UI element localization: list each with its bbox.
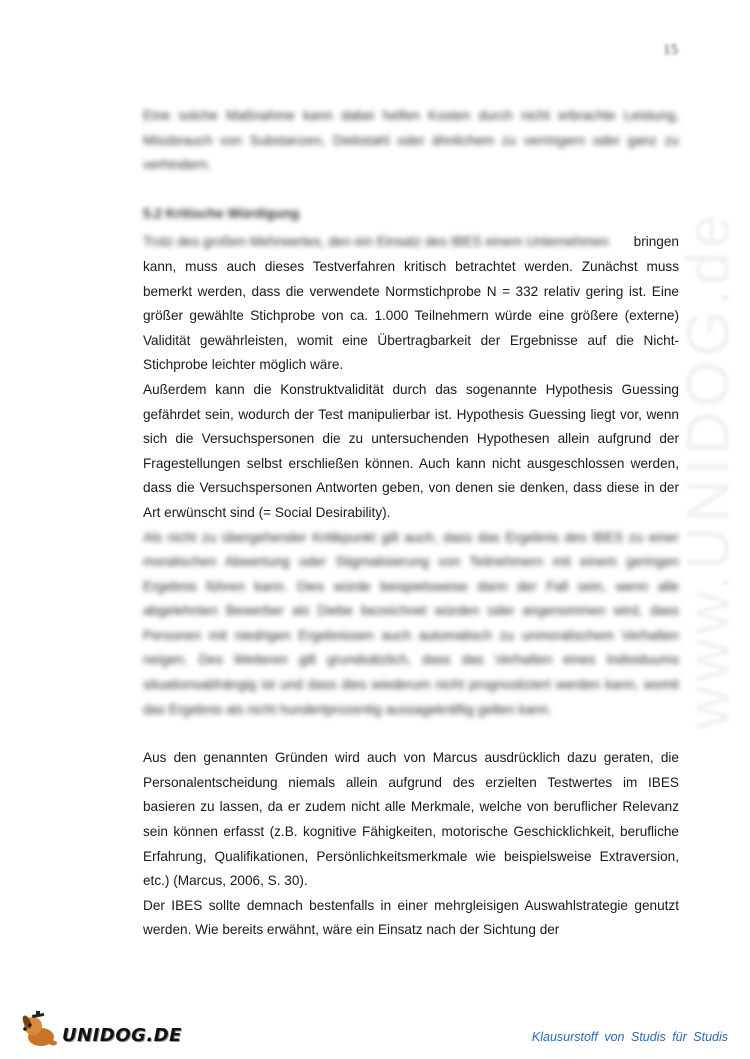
paragraph-critique-1 — [143, 230, 679, 378]
page-number: 15 — [663, 42, 678, 58]
paragraph-intro: Eine solche Maßnahme kann dabei helfen Kosten durch nicht erbrachte Leistung, Missbrauch von Substanzen, Diebstahl oder ähnlichem zu verringern oder ganz zu verhindern. — [143, 108, 679, 173]
section-heading: 5.2 Kritische Würdigung — [143, 205, 300, 221]
paragraph-critique-1-first-line: Trotz des großen Mehrwertes, den ein Einsatz des IBES einem Unternehmen — [143, 234, 609, 250]
footer-tagline: Klausurstoff von Studis für Studis — [531, 1030, 728, 1044]
paragraph-selection-strategy: Der IBES sollte demnach bestenfalls in einer mehrgleisigen Auswahlstrategie genutzt werden. Wie bereits erwähnt, wäre ein Einsatz nach der Sichtung der — [143, 897, 679, 938]
dog-mascot-icon — [20, 1010, 60, 1050]
paragraph-critique-1-text: bringen kann, muss auch dieses Testverfahren kritisch betrachtet werden. Zunächst muss bemerkt werden, dass die verwendete Normstichprobe N = 332 relativ gering ist. Eine größer gewählte Stichprobe von ca. 1.000 Teilnehmern würde eine größere (externe) Validität gewährleisten, womit eine Übertragbarkeit der Ergebnisse auf die Nicht-Stichprobe leichter möglich wäre. — [143, 234, 679, 373]
footer-logo[interactable] — [20, 1010, 182, 1050]
document-body — [143, 104, 679, 943]
logo-text: UNIDOG.DE — [62, 1024, 182, 1046]
paragraph-marcus: Aus den genannten Gründen wird auch von Marcus ausdrücklich dazu geraten, die Personalentscheidung niemals allein aufgrund des erzielten Testwertes im IBES basieren zu lassen, da er zudem nicht alle Merkmale, welche von beruflicher Relevanz sein können erfasst (z.B. kognitive Fähigkeiten, motorische Geschicklichkeit, berufliche Erfahrung, Qualifikationen, Persönlichkeitsmerkmale wie beispielsweise Extraversion, etc.) (Marcus, 2006, S. 30). — [143, 750, 679, 889]
watermark: www.UNIDOG.de — [674, 210, 742, 730]
paragraph-hypothesis-guessing: Außerdem kann die Konstruktvalidität durch das sogenannte Hypothesis Guessing gefährdet sein, wodurch der Test manipulierbar ist. Hypothesis Guessing liegt vor, wenn sich die Versuchspersonen die zu untersuchenden Hypothesen allein aufgrund der Fragestellungen selbst erschließen können. Auch kann nicht ausgeschlossen werden, dass die Versuchspersonen Antworten geben, von denen sie denken, dass diese in der Art erwünscht sind (= Social Desirability). — [143, 381, 679, 520]
paragraph-stigmatization: Als nicht zu übergehender Kritikpunkt gilt auch, dass das Ergebnis des IBES zu einer moralischen Abwertung oder Stigmatisierung von Teilnehmern mit einem geringen Ergebnis führen kann. Dies würde beispielsweise dann der Fall sein, wenn alle abgelehnten Bewerber als Diebe bezeichnet würden oder angenommen wird, dass Personen mit niedrigen Ergebnissen auch automatisch zu unmoralischem Verhalten neigen. Des Weiteren gilt grundsätzlich, dass das Verhalten eines Individuums situationsabhängig ist und dass dies wiederum nicht prognostiziert werden kann, womit das Ergebnis als nicht hundertprozentig aussagekräftig gelten kann. — [143, 529, 679, 717]
